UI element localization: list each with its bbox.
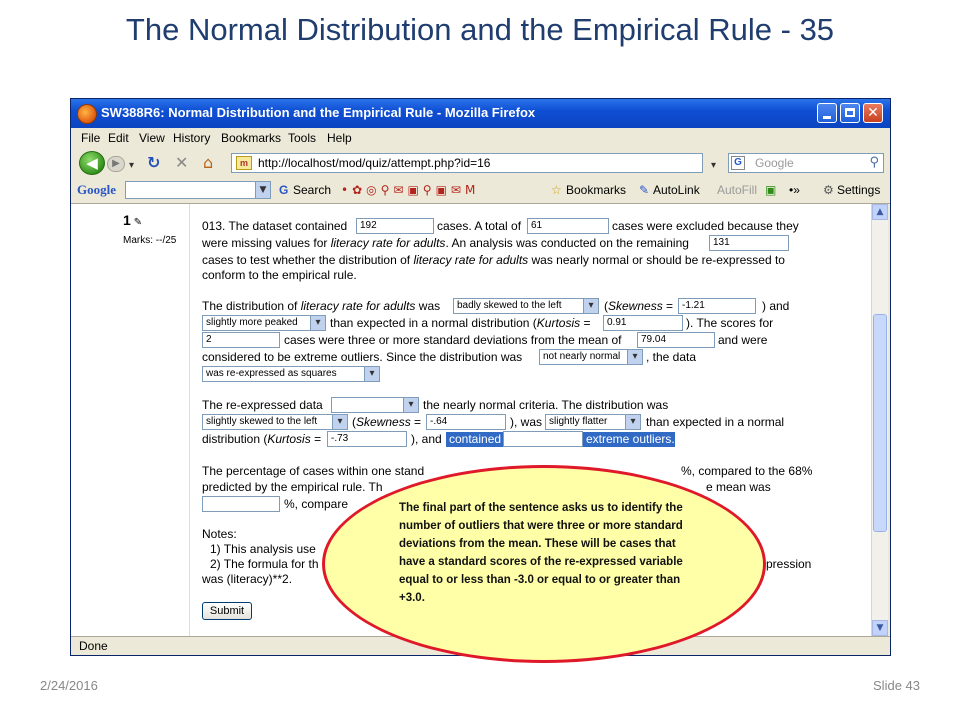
autofill-button[interactable]: AutoFill [717, 183, 758, 197]
menu-bar [71, 128, 890, 148]
window-title: SW388R6: Normal Distribution and the Empirical Rule - Mozilla Firefox [101, 105, 536, 120]
q-text: %, compare [284, 497, 349, 511]
kurtosis-input[interactable]: 0.91 [603, 315, 683, 331]
forward-button[interactable]: ▶ [107, 156, 125, 172]
menu-help[interactable]: Help [327, 131, 352, 145]
navigation-toolbar [71, 148, 890, 178]
note-2: 2) The formula for th [210, 557, 319, 571]
q-text: than expected in a normal distribution (Kurtosis = [330, 316, 591, 330]
q-text: The percentage of cases within one stand [202, 464, 425, 478]
scroll-up-icon[interactable]: ▲ [872, 204, 888, 220]
peak-select[interactable]: slightly more peaked ▾ [202, 315, 326, 331]
q-text: ), and [411, 432, 442, 446]
q-text: the nearly normal criteria. The distribution was [423, 398, 669, 412]
question-number [123, 212, 142, 231]
q-text: ) and [762, 299, 790, 313]
q-text: ), was [510, 415, 543, 429]
q-text: conform to the empirical rule. [202, 268, 357, 282]
skew2-select[interactable]: slightly skewed to the left ▾ [202, 414, 348, 430]
note-1: 1) This analysis use [210, 542, 316, 556]
q-text: cases were three or more standard deviations from the mean of [284, 333, 622, 347]
q-text: considered to be extreme outliers. Since the distribution was [202, 350, 523, 364]
google-search-button[interactable]: Search [293, 183, 332, 197]
search-box[interactable] [728, 153, 884, 173]
outliers-count-input[interactable]: 2 [202, 332, 280, 348]
slide-number: Slide 43 [873, 678, 920, 693]
google-g-icon: G [279, 183, 289, 197]
q-text: ). The scores for [686, 316, 774, 330]
q-text: The distribution of literacy rate for adults was [202, 299, 441, 313]
q-text: than expected in a normal [646, 415, 785, 429]
edit-pencil-icon: ✎ [133, 217, 143, 228]
mean-input[interactable]: 79.04 [637, 332, 715, 348]
extreme-outliers-input[interactable] [503, 431, 583, 447]
note-2-end: pression [766, 557, 812, 571]
google-toolbar-search-input[interactable] [125, 181, 271, 199]
q-text: were missing values for literacy rate for adults. An analysis was conducted on the remaining [202, 236, 689, 250]
menu-view[interactable]: View [139, 131, 165, 145]
submit-button[interactable]: Submit [202, 602, 252, 620]
flatness-select[interactable]: slightly flatter ▾ [545, 414, 641, 430]
status-text: Done [79, 639, 108, 653]
close-icon: ✕ [867, 105, 879, 121]
contained-selection[interactable]: contained [446, 432, 503, 447]
close-button[interactable] [863, 103, 883, 123]
minimize-button[interactable] [817, 103, 837, 123]
autolink-button[interactable]: AutoLink [653, 183, 700, 197]
callout-ellipse [322, 465, 766, 663]
url-dropdown-icon[interactable]: ▾ [711, 160, 717, 171]
cases-input[interactable]: 192 [356, 218, 434, 234]
menu-tools[interactable]: Tools [288, 131, 317, 145]
maximize-button[interactable] [840, 103, 860, 123]
skew-select[interactable]: badly skewed to the left ▾ [453, 298, 599, 314]
menu-history[interactable]: History [173, 131, 211, 145]
q-text: The re-expressed data [202, 398, 323, 412]
q-text: %, compared to the 68% [681, 464, 813, 478]
q-text: (Skewness = [352, 415, 422, 429]
url-bar[interactable] [231, 153, 703, 173]
vertical-scrollbar[interactable] [871, 204, 888, 636]
maximize-icon [845, 108, 855, 117]
q-text: distribution (Kurtosis = [202, 432, 322, 446]
home-icon[interactable]: ⌂ [203, 153, 214, 172]
callout-text: The final part of the sentence asks us to identify the number of outliers that were three or more standard deviations from the mean. These will be cases that have a standard scores of the re-expressed variable equal to or less than -3.0 or equal to or greater than +3.0. [399, 502, 683, 604]
minimize-icon [823, 116, 831, 119]
slide-date: 2/24/2016 [40, 678, 98, 693]
search-placeholder: Google [755, 156, 794, 170]
toolbar-buttons-icon[interactable]: •✿◎⚲✉▣⚲▣✉M [341, 183, 480, 197]
excluded-input[interactable]: 61 [527, 218, 609, 234]
kurtosis2-input[interactable]: -.73 [327, 431, 407, 447]
question-number-text: 1 [123, 212, 131, 228]
extreme-outliers-selection[interactable]: extreme outliers. [583, 432, 675, 447]
share-icon[interactable]: ▣ [765, 183, 777, 197]
history-dropdown-icon[interactable]: ▾ [129, 160, 135, 171]
google-bookmarks-button[interactable]: Bookmarks [566, 183, 627, 197]
bookmarks-star-icon: ☆ [551, 183, 562, 197]
q-text: cases were excluded because they [612, 219, 799, 233]
q-text: and were [718, 333, 768, 347]
remaining-input[interactable]: 131 [709, 235, 789, 251]
note-3: was (literacy)**2. [202, 572, 293, 586]
q-text: predicted by the empirical rule. Th [202, 480, 383, 494]
autolink-icon: ✎ [639, 183, 650, 197]
search-icon[interactable]: ⚲ [869, 155, 879, 170]
scroll-thumb[interactable] [873, 314, 887, 532]
criteria-select[interactable] [331, 397, 419, 413]
title-bar [71, 99, 890, 128]
q-text: cases. A total of [437, 219, 522, 233]
normality-select[interactable]: not nearly normal ▾ [539, 349, 643, 365]
reexpression-select[interactable]: was re-expressed as squares ▾ [202, 366, 380, 382]
notes-title: Notes: [202, 527, 237, 541]
google-toolbar [71, 178, 890, 204]
search-engine-icon[interactable]: G [731, 156, 745, 170]
more-icon[interactable]: •» [789, 183, 800, 197]
q-text: (Skewness = [604, 299, 674, 313]
menu-file[interactable]: File [81, 131, 101, 145]
q-text: 013. The dataset contained [202, 219, 348, 233]
settings-button[interactable]: Settings [837, 183, 881, 197]
skewness2-input[interactable]: -.64 [426, 414, 506, 430]
slide-title: The Normal Distribution and the Empirical Rule - 35 [125, 12, 835, 47]
marks: Marks: --/25 [123, 235, 177, 246]
firefox-icon [77, 104, 97, 124]
q-text: , the data [646, 350, 697, 364]
menu-bookmarks[interactable]: Bookmarks [221, 131, 282, 145]
gear-icon: ⚙ [823, 183, 834, 197]
chevron-down-icon[interactable]: ▼ [255, 182, 270, 198]
google-logo: Google [77, 182, 116, 197]
site-favicon-icon: m [236, 156, 252, 170]
stop-icon[interactable]: ✕ [175, 153, 189, 172]
menu-edit[interactable]: Edit [108, 131, 129, 145]
q-text: cases to test whether the distribution of literacy rate for adults was nearly normal or should be re-expressed to [202, 253, 785, 267]
percentage-input[interactable] [202, 496, 280, 512]
scroll-down-icon[interactable]: ▼ [872, 620, 888, 636]
skewness-input[interactable]: -1.21 [678, 298, 756, 314]
back-button[interactable]: ◀ [79, 151, 105, 175]
url-text: http://localhost/mod/quiz/attempt.php?id=16 [258, 156, 491, 170]
q-text: e mean was [706, 480, 771, 494]
reload-icon[interactable]: ↻ [147, 153, 161, 172]
